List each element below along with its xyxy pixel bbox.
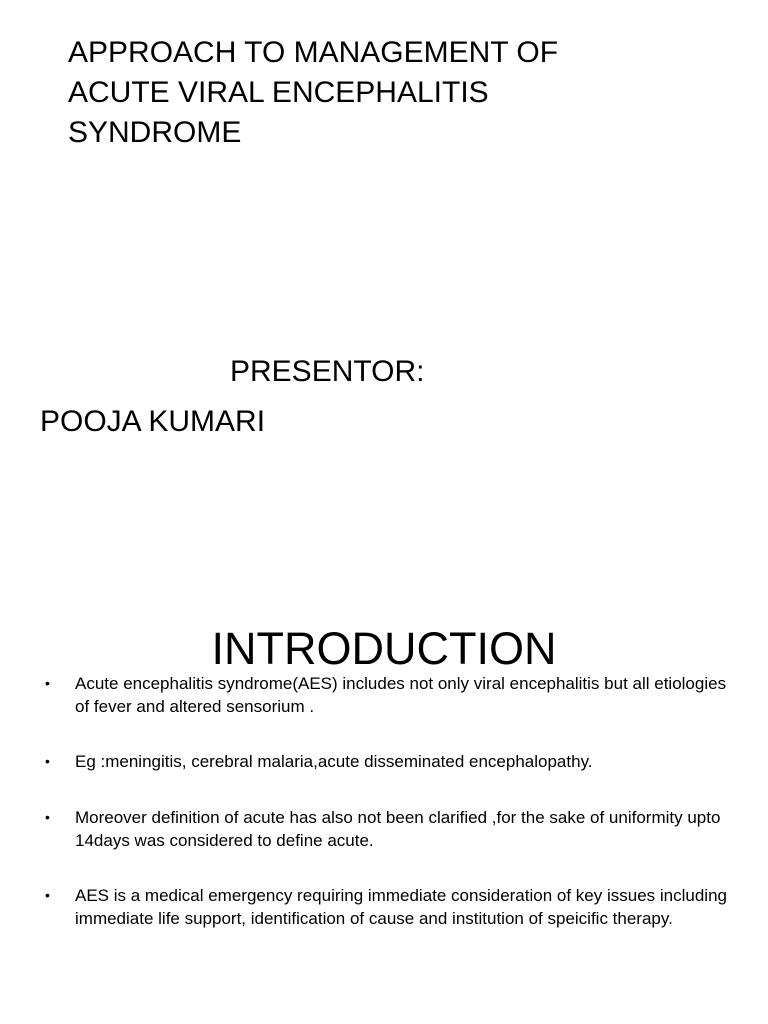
slide-title-line-2: ACUTE VIRAL ENCEPHALITIS <box>68 76 489 109</box>
bullet-text: Eg :meningitis, cerebral malaria,acute disseminated encephalopathy. <box>75 752 593 771</box>
introduction-heading-text: INTRODUCTION <box>211 623 557 674</box>
slide-title <box>68 33 748 153</box>
list-item <box>40 806 740 852</box>
presenter-label: PRESENTOR: <box>230 355 425 388</box>
introduction-bullet-list <box>40 672 740 962</box>
introduction-heading <box>0 622 768 676</box>
bullet-text: Acute encephalitis syndrome(AES) includes not only viral encephalitis but all etiologies of fever and altered sensorium . <box>75 674 727 716</box>
presenter-name: POOJA KUMARI <box>40 405 266 438</box>
list-item <box>40 884 740 930</box>
list-item <box>40 750 740 773</box>
slide-title-line-1: APPROACH TO MANAGEMENT OF <box>68 36 559 69</box>
bullet-text: AES is a medical emergency requiring immediate consideration of key issues including immediate life support, identification of cause and institution of speicific therapy. <box>75 886 727 928</box>
list-item <box>40 672 740 718</box>
bullet-icon: • <box>45 887 50 903</box>
slide-title-line-3: SYNDROME <box>68 116 242 149</box>
bullet-icon: • <box>45 809 50 825</box>
bullet-icon: • <box>45 675 50 691</box>
bullet-text: Moreover definition of acute has also not been clarified ,for the sake of uniformity upto 14days was considered to define acute. <box>75 808 721 850</box>
bullet-icon: • <box>45 753 50 769</box>
